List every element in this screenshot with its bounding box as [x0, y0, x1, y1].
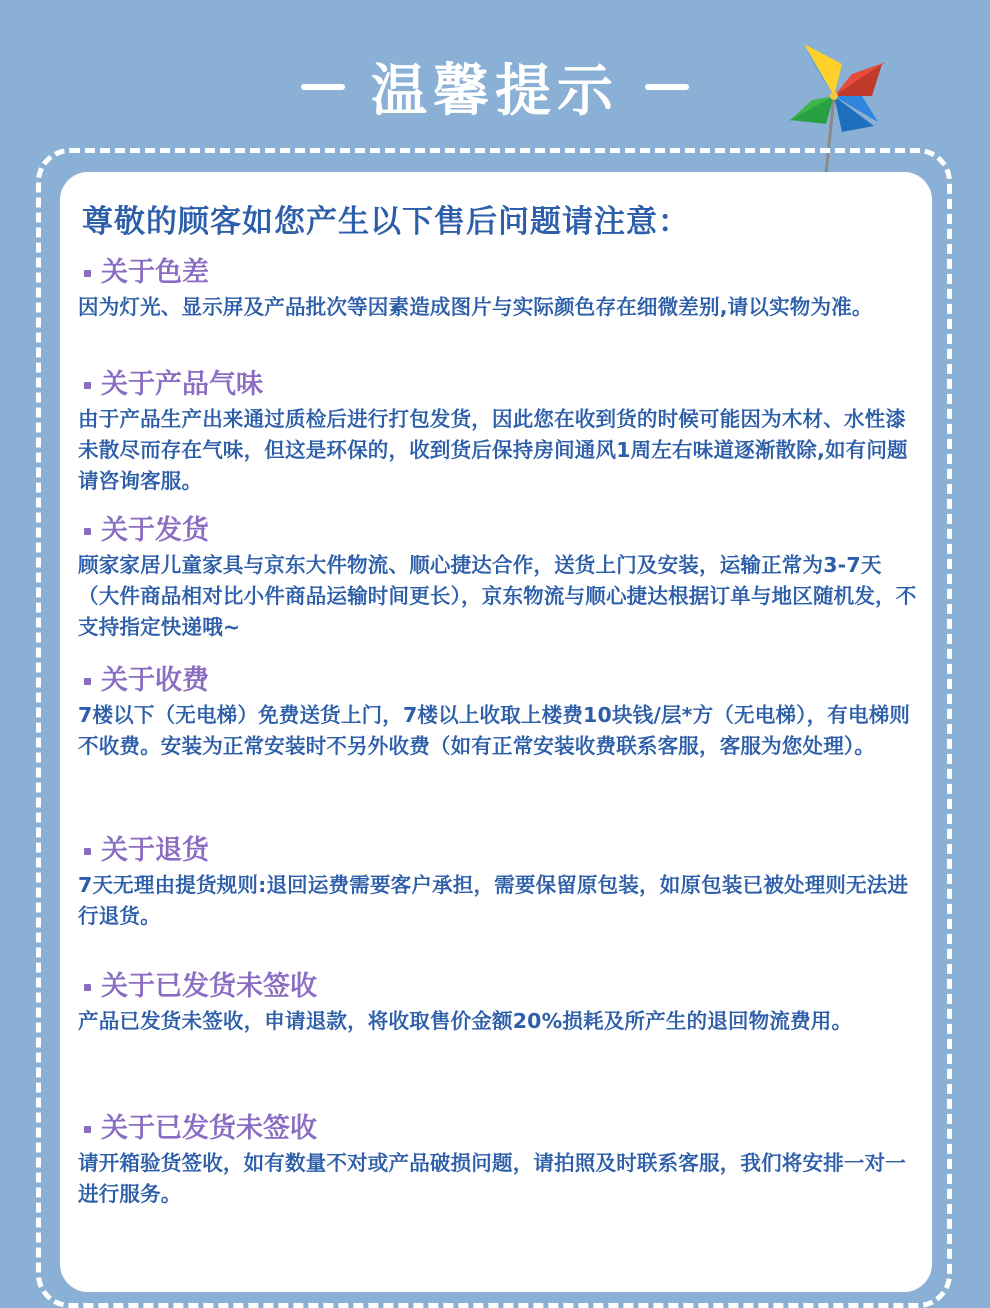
- title-dash-right: [645, 84, 689, 90]
- section-color-difference: [78, 256, 918, 323]
- section-odor: [78, 368, 918, 497]
- section-body: 因为灯光、显示屏及产品批次等因素造成图片与实际颜色存在细微差别,请以实物为准。: [78, 295, 873, 319]
- section-body: 由于产品生产出来通过质检后进行打包发货，因此您在收到货的时候可能因为木材、水性漆未散尽而存在气味，但这是环保的，收到货后保持房间通风1周左右味道逐渐散除,如有问题请咨询客服。: [78, 407, 908, 493]
- section-body: 产品已发货未签收，申请退款，将收取售价金额20%损耗及所产生的退回物流费用。: [78, 1009, 853, 1033]
- section-returns: [78, 834, 918, 932]
- section-shipping: [78, 514, 918, 643]
- title-dash-left: [301, 84, 345, 90]
- page-title: 温馨提示: [371, 59, 619, 124]
- section-title: 关于已发货未签收: [101, 1113, 317, 1144]
- section-fees: [78, 664, 918, 762]
- section-body: 请开箱验货签收，如有数量不对或产品破损问题，请拍照及时联系客服，我们将安排一对一进行服务。: [78, 1151, 906, 1206]
- section-body: 顾家家居儿童家具与京东大件物流、顺心捷达合作，送货上门及安装，运输正常为3-7天（大件商品相对比小件商品运输时间更长），京东物流与顺心捷达根据订单与地区随机发，不支持指定快递哦~: [78, 553, 917, 639]
- bullet-icon: [84, 1126, 91, 1133]
- section-body: 7楼以下（无电梯）免费送货上门，7楼以上收取上楼费10块钱/层*方（无电梯），有电梯则不收费。安装为正常安装时不另外收费（如有正常安装收费联系客服，客服为您处理）。: [78, 703, 911, 758]
- section-inspection: [78, 1112, 918, 1210]
- section-title: 关于收费: [101, 665, 209, 696]
- bullet-icon: [84, 382, 91, 389]
- section-title: 关于产品气味: [101, 369, 263, 400]
- intro-heading: 尊敬的顾客如您产生以下售后问题请注意：: [82, 204, 690, 240]
- bullet-icon: [84, 678, 91, 685]
- bullet-icon: [84, 984, 91, 991]
- section-body: 7天无理由提货规则:退回运费需要客户承担，需要保留原包装，如原包装已被处理则无法进行退货。: [78, 873, 909, 928]
- section-title: 关于退货: [101, 835, 209, 866]
- section-title: 关于发货: [101, 515, 209, 546]
- bullet-icon: [84, 528, 91, 535]
- section-shipped-unsigned: [78, 970, 918, 1037]
- bullet-icon: [84, 848, 91, 855]
- section-title: 关于已发货未签收: [101, 971, 317, 1002]
- bullet-icon: [84, 270, 91, 277]
- section-title: 关于色差: [101, 257, 209, 288]
